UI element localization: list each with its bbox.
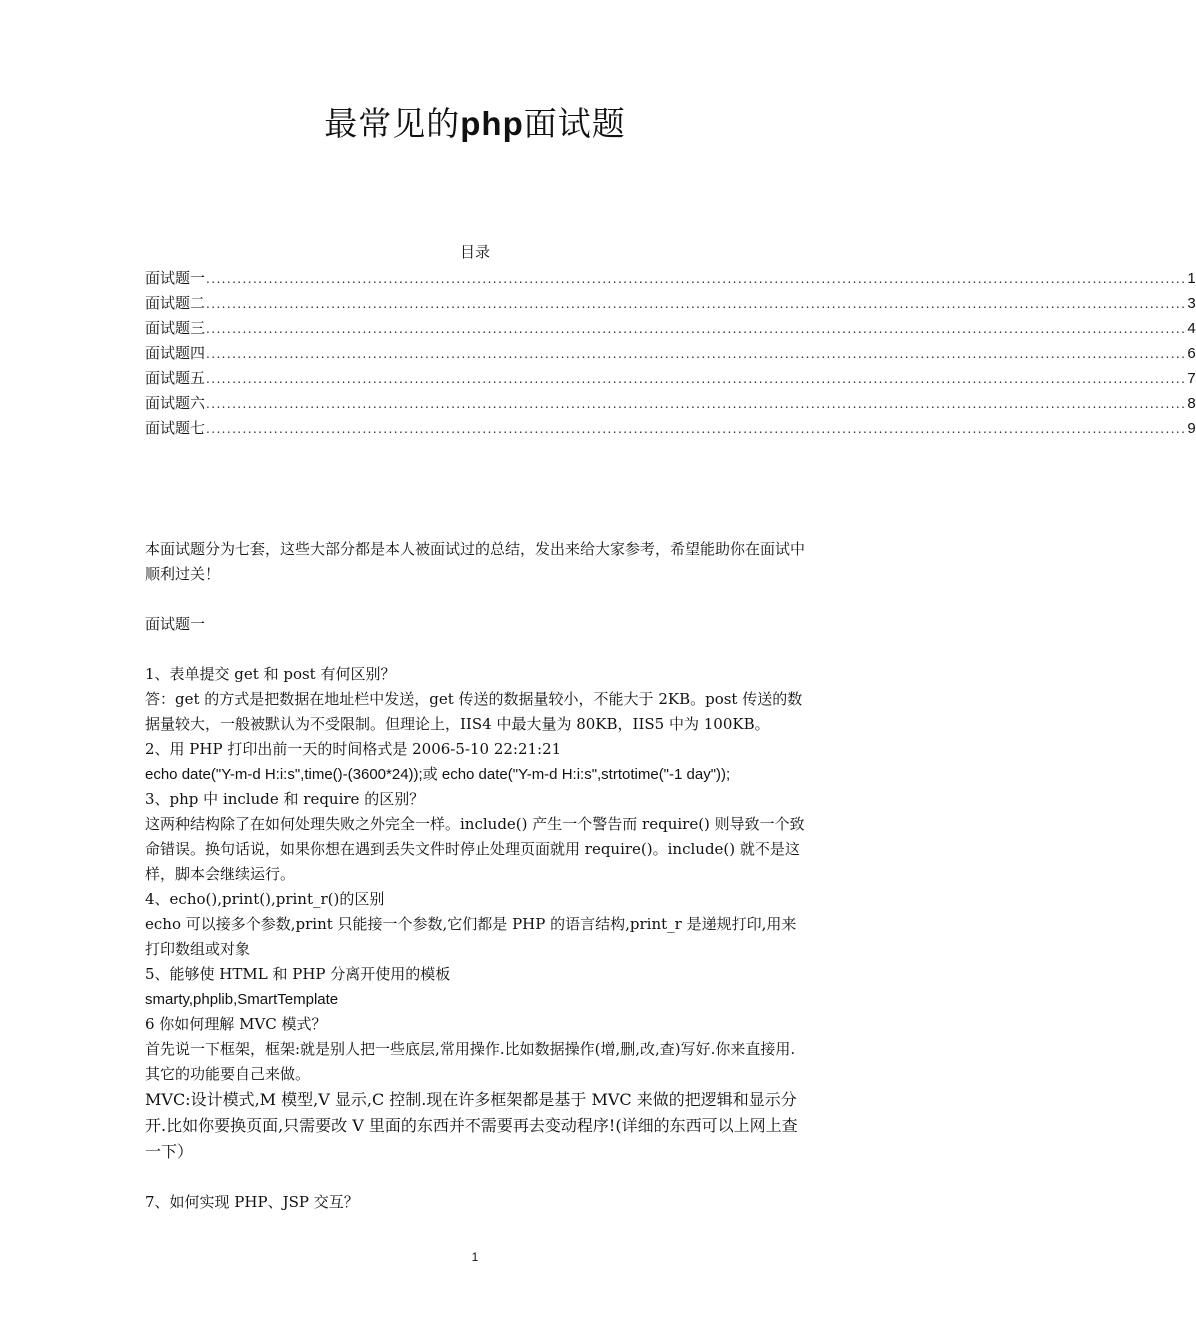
question-6: 6 你如何理解 MVC 模式？ bbox=[145, 1015, 327, 1033]
document-body bbox=[145, 537, 808, 1215]
answer-2: echo date("Y-m-d H:i:s",time()-(3600*24));或 echo date("Y-m-d H:i:s",strtotime("-1 day")); bbox=[145, 766, 731, 783]
paragraph-spacer bbox=[145, 587, 808, 612]
toc-leader-dots: ............................................................................................................................................................................................ bbox=[206, 372, 1187, 386]
intro-paragraph: 本面试题分为七套，这些大部分都是本人被面试过的总结，发出来给大家参考，希望能助你在面试中顺利过关！ bbox=[145, 540, 806, 583]
paragraph-spacer bbox=[145, 1165, 808, 1190]
toc-leader-dots: ............................................................................................................................................................................................ bbox=[206, 322, 1187, 336]
toc-entry-page: 8 bbox=[1187, 395, 1196, 412]
toc-entry-label: 面试题二 bbox=[145, 294, 206, 312]
title-prefix: 最常见的 bbox=[324, 104, 461, 143]
question-5: 5、能够使 HTML 和 PHP 分离开使用的模板 bbox=[145, 965, 451, 983]
document-title bbox=[0, 102, 950, 146]
answer-5: smarty,phplib,SmartTemplate bbox=[145, 991, 339, 1008]
question-2: 2、用 PHP 打印出前一天的时间格式是 2006-5-10 22:21:21 bbox=[145, 740, 562, 758]
toc-entry-page: 7 bbox=[1187, 370, 1196, 387]
toc-entry[interactable] bbox=[145, 266, 1196, 291]
toc-entry-label: 面试题六 bbox=[145, 394, 206, 412]
table-of-contents bbox=[145, 266, 1196, 441]
toc-entry-label: 面试题三 bbox=[145, 319, 206, 337]
toc-leader-dots: ............................................................................................................................................................................................ bbox=[206, 272, 1187, 286]
toc-heading: 目录 bbox=[459, 243, 490, 261]
toc-entry[interactable] bbox=[145, 291, 1196, 316]
toc-entry-label: 面试题七 bbox=[145, 419, 206, 437]
answer-1: 答：get 的方式是把数据在地址栏中发送，get 传送的数据量较小，不能大于 2KB。post 传送的数据量较大，一般被默认为不受限制。但理论上，IIS4 中最大量为 80KB，IIS5 中为 100KB。 bbox=[145, 690, 803, 733]
toc-entry[interactable] bbox=[145, 366, 1196, 391]
question-4: 4、echo(),print(),print_r()的区别 bbox=[145, 890, 385, 908]
paragraph-spacer bbox=[145, 637, 808, 662]
toc-leader-dots: ............................................................................................................................................................................................ bbox=[206, 347, 1187, 361]
answer-6-framework: 首先说一下框架，框架:就是别人把一些底层,常用操作.比如数据操作(增,删,改,查)写好.你来直接用.其它的功能要自己来做。 bbox=[145, 1040, 796, 1083]
toc-leader-dots: ............................................................................................................................................................................................ bbox=[206, 297, 1187, 311]
toc-entry[interactable] bbox=[145, 416, 1196, 441]
answer-6-mvc: MVC:设计模式,M 模型,V 显示,C 控制.现在许多框架都是基于 MVC 来做的把逻辑和显示分开.比如你要换页面,只需要改 V 里面的东西并不需要再去变动程序!(详细的东西可以上网上查一下） bbox=[145, 1090, 798, 1161]
answer-4: echo 可以接多个参数,print 只能接一个参数,它们都是 PHP 的语言结构,print_r 是递规打印,用来打印数组或对象 bbox=[145, 915, 797, 958]
toc-leader-dots: ............................................................................................................................................................................................ bbox=[206, 397, 1187, 411]
question-3: 3、php 中 include 和 require 的区别？ bbox=[145, 790, 425, 808]
toc-entry-label: 面试题四 bbox=[145, 344, 206, 362]
answer-3: 这两种结构除了在如何处理失败之外完全一样。include() 产生一个警告而 require() 则导致一个致命错误。换句话说，如果你想在遇到丢失文件时停止处理页面就用 require()。include() 就不是这样，脚本会继续运行。 bbox=[145, 815, 805, 883]
toc-entry[interactable] bbox=[145, 316, 1196, 341]
question-1: 1、表单提交 get 和 post 有何区别？ bbox=[145, 665, 396, 683]
toc-entry-page: 1 bbox=[1187, 270, 1196, 287]
toc-entry-page: 6 bbox=[1187, 345, 1196, 362]
toc-leader-dots: ............................................................................................................................................................................................ bbox=[206, 422, 1187, 436]
toc-entry-label: 面试题五 bbox=[145, 369, 206, 387]
section-heading: 面试题一 bbox=[145, 615, 206, 633]
toc-entry-page: 4 bbox=[1187, 320, 1196, 337]
page-number: 1 bbox=[471, 1250, 479, 1264]
toc-entry-page: 9 bbox=[1187, 420, 1196, 437]
title-suffix: 面试题 bbox=[523, 104, 626, 143]
title-bold: php bbox=[460, 105, 524, 142]
toc-entry-label: 面试题一 bbox=[145, 269, 206, 287]
toc-entry[interactable] bbox=[145, 341, 1196, 366]
toc-entry[interactable] bbox=[145, 391, 1196, 416]
question-7: 7、如何实现 PHP、JSP 交互？ bbox=[145, 1193, 359, 1211]
toc-entry-page: 3 bbox=[1187, 295, 1196, 312]
